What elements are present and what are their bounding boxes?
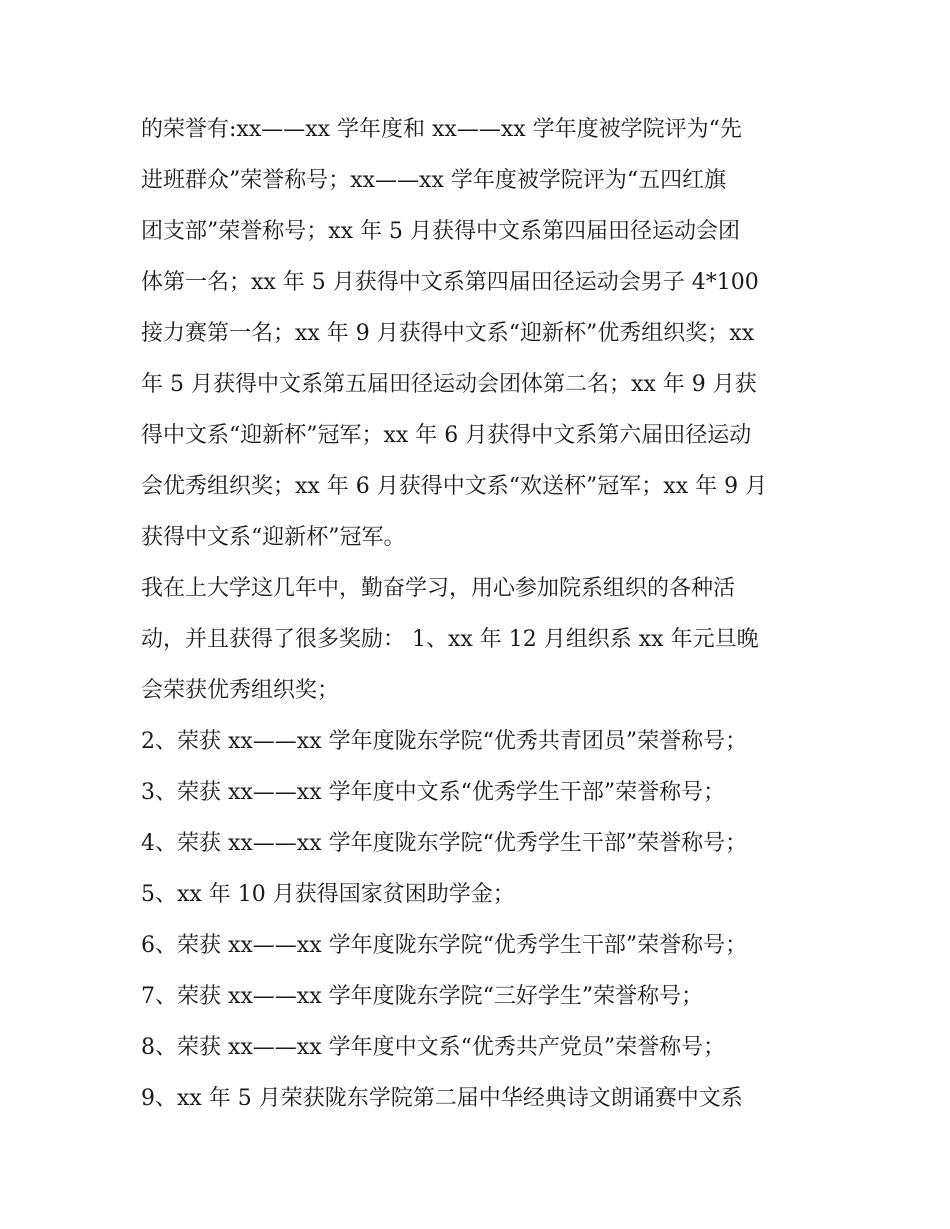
paragraph-honors-line-6: 年 5 月获得中文系第五届田径运动会团体第二名；xx 年 9 月获 <box>141 372 757 397</box>
paragraph-honors-line-3: 团支部”荣誉称号；xx 年 5 月获得中文系第四届田径运动会团 <box>141 219 741 244</box>
award-item-5: 5、xx 年 10 月获得国家贫困助学金； <box>141 882 515 907</box>
paragraph-honors-line-9: 获得中文系“迎新杯”冠军。 <box>141 525 406 550</box>
paragraph-honors-line-1: 的荣誉有:xx——xx 学年度和 xx——xx 学年度被学院评为“先 <box>141 117 742 142</box>
award-item-8: 8、荣获 xx——xx 学年度中文系“优秀共产党员”荣誉称号； <box>141 1035 726 1060</box>
paragraph-honors-line-7: 得中文系“迎新杯”冠军；xx 年 6 月获得中文系第六届田径运动 <box>141 423 752 448</box>
paragraph-awards-line-3: 会荣获优秀组织奖； <box>141 678 340 703</box>
paragraph-honors-line-8: 会优秀组织奖；xx 年 6 月获得中文系“欢送杯”冠军；xx 年 9 月 <box>141 474 768 499</box>
award-item-3: 3、荣获 xx——xx 学年度中文系“优秀学生干部”荣誉称号； <box>141 780 726 805</box>
paragraph-honors-line-4: 体第一名；xx 年 5 月获得中文系第四届田径运动会男子 4*100 <box>141 270 759 295</box>
paragraph-honors-line-2: 进班群众”荣誉称号；xx——xx 学年度被学院评为“五四红旗 <box>141 168 727 193</box>
award-item-6: 6、荣获 xx——xx 学年度陇东学院“优秀学生干部”荣誉称号； <box>141 933 748 958</box>
award-item-7: 7、荣获 xx——xx 学年度陇东学院“三好学生”荣誉称号； <box>141 984 704 1009</box>
award-item-9: 9、xx 年 5 月荣获陇东学院第二届中华经典诗文朗诵赛中文系 <box>141 1086 743 1111</box>
paragraph-honors-line-5: 接力赛第一名；xx 年 9 月获得中文系“迎新杯”优秀组织奖；xx <box>141 321 755 346</box>
award-item-4: 4、荣获 xx——xx 学年度陇东学院“优秀学生干部”荣誉称号； <box>141 831 748 856</box>
award-item-2: 2、荣获 xx——xx 学年度陇东学院“优秀共青团员”荣誉称号； <box>141 729 748 754</box>
paragraph-awards-line-2: 动，并且获得了很多奖励： 1、xx 年 12 月组织系 xx 年元旦晚 <box>141 627 759 652</box>
paragraph-awards-line-1: 我在上大学这几年中，勤奋学习，用心参加院系组织的各种活 <box>141 576 736 601</box>
document-body <box>141 104 821 1124</box>
